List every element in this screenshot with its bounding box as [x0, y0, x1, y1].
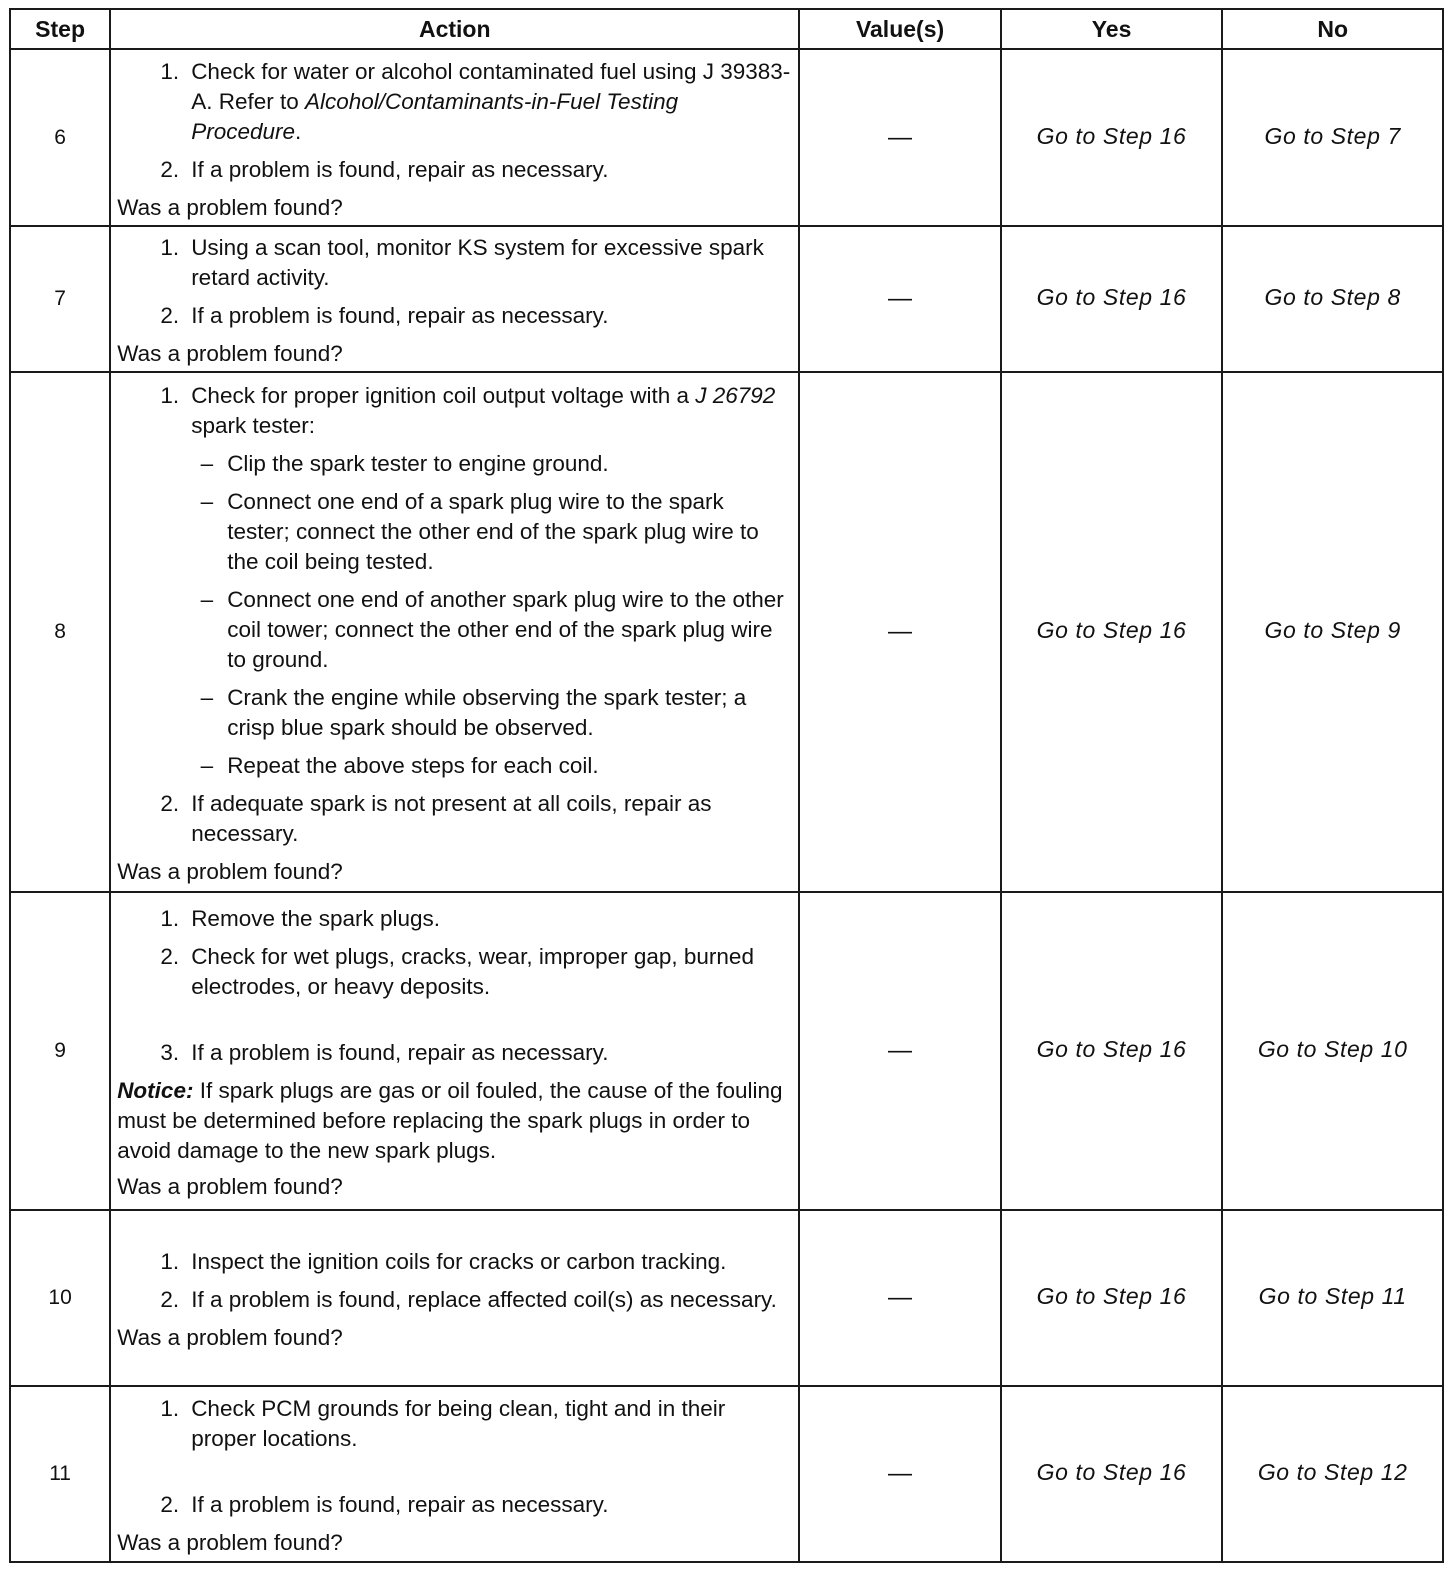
question: Was a problem found?: [117, 341, 343, 366]
yes-link[interactable]: Go to Step 16: [1001, 49, 1223, 226]
value-cell: —: [799, 49, 1000, 226]
no-link[interactable]: Go to Step 8: [1222, 226, 1443, 372]
sub-item: – Crank the engine while observing the spark tester; a crisp blue spark should be observed.: [200, 685, 747, 740]
no-link[interactable]: Go to Step 10: [1222, 892, 1443, 1210]
list-item: 1. Inspect the ignition coils for cracks or carbon tracking.: [160, 1249, 727, 1274]
list-item: 2. If adequate spark is not present at all coils, repair as necessary.: [160, 791, 712, 846]
header-no: No: [1222, 9, 1443, 49]
list-item: 2. If a problem is found, replace affected coil(s) as necessary.: [160, 1287, 777, 1312]
list-item: 1. Check for water or alcohol contaminated fuel using J 39383-A. Refer to Alcohol/Contaminants-in-Fuel Testing Procedure.: [160, 58, 791, 144]
header-values: Value(s): [799, 9, 1000, 49]
value-cell: —: [799, 892, 1000, 1210]
question: Was a problem found?: [117, 1530, 343, 1555]
list-item: 2. Check for wet plugs, cracks, wear, improper gap, burned electrodes, or heavy deposits.: [160, 944, 754, 999]
step-number: 8: [10, 372, 110, 892]
list-item: 3. If a problem is found, repair as necessary.: [160, 1040, 609, 1065]
sub-item: – Clip the spark tester to engine ground.: [200, 451, 609, 476]
diagnostic-table: [9, 8, 1444, 1563]
table-row-step-6: [10, 49, 1443, 226]
value-cell: —: [799, 372, 1000, 892]
action-cell: [110, 372, 799, 892]
no-link[interactable]: Go to Step 11: [1222, 1210, 1443, 1386]
table-row-step-8: [10, 372, 1443, 892]
header-step: Step: [10, 9, 110, 49]
action-cell: [110, 226, 799, 372]
list-item: 1. Remove the spark plugs.: [160, 906, 441, 931]
sub-item: – Repeat the above steps for each coil.: [200, 753, 599, 778]
step-number: 10: [10, 1210, 110, 1386]
table-row-step-9: [10, 892, 1443, 1210]
header-yes: Yes: [1001, 9, 1223, 49]
diagnostic-table-page: [9, 8, 1444, 1563]
list-item: 1. Check PCM grounds for being clean, tight and in their proper locations.: [160, 1396, 726, 1451]
yes-link[interactable]: Go to Step 16: [1001, 226, 1223, 372]
list-item: 2. If a problem is found, repair as necessary.: [160, 303, 609, 328]
list-item: 1. Check for proper ignition coil output voltage with a J 26792 spark tester:: [160, 383, 776, 438]
action-cell: [110, 1210, 799, 1386]
header-row: [10, 9, 1443, 49]
value-cell: —: [799, 1386, 1000, 1562]
action-cell: [110, 1386, 799, 1562]
step-number: 7: [10, 226, 110, 372]
table-row-step-11: [10, 1386, 1443, 1562]
step-number: 11: [10, 1386, 110, 1562]
step-number: 9: [10, 892, 110, 1210]
sub-item: – Connect one end of a spark plug wire to the spark tester; connect the other end of the spark plug wire to the coil being tested.: [200, 489, 759, 574]
yes-link[interactable]: Go to Step 16: [1001, 1386, 1223, 1562]
list-item: 2. If a problem is found, repair as necessary.: [160, 156, 609, 182]
no-link[interactable]: Go to Step 7: [1222, 49, 1443, 226]
action-cell: [110, 892, 799, 1210]
notice: Notice: If spark plugs are gas or oil fouled, the cause of the fouling must be determined before replacing the spark plugs in order to avoid damage to the new spark plugs.: [117, 1078, 783, 1163]
step-number: 6: [10, 49, 110, 226]
header-action: Action: [110, 9, 799, 49]
yes-link[interactable]: Go to Step 16: [1001, 892, 1223, 1210]
value-cell: —: [799, 226, 1000, 372]
table-row-step-7: [10, 226, 1443, 372]
list-item: 1. Using a scan tool, monitor KS system for excessive spark retard activity.: [160, 235, 764, 290]
question: Was a problem found?: [117, 194, 343, 220]
question: Was a problem found?: [117, 1325, 343, 1350]
yes-link[interactable]: Go to Step 16: [1001, 372, 1223, 892]
list-item: 2. If a problem is found, repair as necessary.: [160, 1492, 609, 1517]
table-row-step-10: [10, 1210, 1443, 1386]
question: Was a problem found?: [117, 1174, 343, 1199]
sub-item: – Connect one end of another spark plug wire to the other coil tower; connect the other end of the spark plug wire to ground.: [200, 587, 784, 672]
action-cell: [110, 49, 799, 226]
no-link[interactable]: Go to Step 9: [1222, 372, 1443, 892]
yes-link[interactable]: Go to Step 16: [1001, 1210, 1223, 1386]
question: Was a problem found?: [117, 859, 343, 884]
value-cell: —: [799, 1210, 1000, 1386]
no-link[interactable]: Go to Step 12: [1222, 1386, 1443, 1562]
